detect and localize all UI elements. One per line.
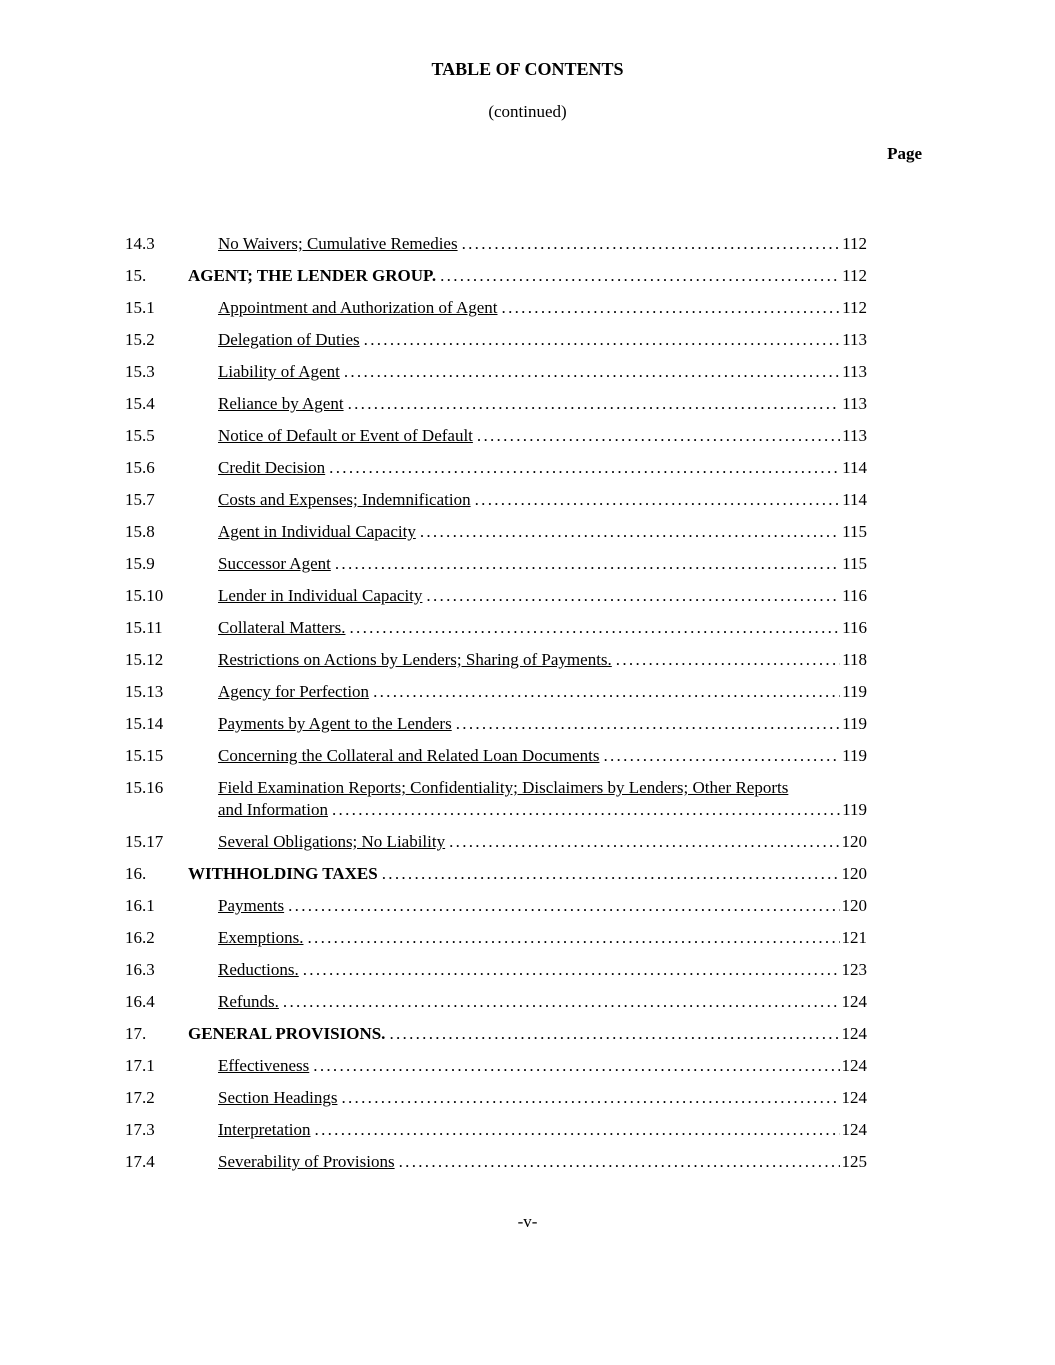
toc-entry-row: [125, 1151, 867, 1173]
toc-entry-title: Agent in Individual Capacity: [218, 522, 416, 541]
toc-entry-page: 112: [842, 298, 867, 317]
toc-dot-leader: [382, 863, 840, 885]
toc-entry-row: [125, 425, 867, 447]
toc-entry-title: Section Headings: [218, 1088, 338, 1107]
toc-entry-row: [125, 329, 867, 351]
toc-dot-leader: [502, 297, 841, 319]
toc-entry-title: Interpretation: [218, 1120, 311, 1139]
toc-entry-title: Reductions.: [218, 960, 299, 979]
toc-entry-row: [125, 361, 867, 383]
toc-entry-row: [125, 863, 867, 885]
toc-entry-number: 15.17: [125, 832, 164, 851]
toc-entry-row: [125, 265, 867, 287]
toc-entry-title: Reliance by Agent: [218, 394, 344, 413]
toc-entry-title: Notice of Default or Event of Default: [218, 426, 473, 445]
toc-entry-row: [125, 777, 867, 799]
toc-entry-page: 119: [842, 800, 867, 819]
toc-entry-title: No Waivers; Cumulative Remedies: [218, 234, 458, 253]
toc-dot-leader: [462, 233, 841, 255]
toc-entry-title: Agency for Perfection: [218, 682, 370, 701]
toc-list: [125, 233, 867, 1173]
toc-entry-page: 124: [841, 1056, 867, 1075]
toc-dot-leader: [373, 681, 840, 703]
toc-entry-title: Collateral Matters.: [218, 618, 346, 637]
toc-entry-number: 14.3: [125, 234, 155, 253]
toc-dot-leader: [475, 489, 841, 511]
toc-entry-number: 15.: [125, 266, 147, 285]
toc-entry-number: 16.3: [125, 960, 155, 979]
toc-entry-page: 113: [842, 426, 867, 445]
toc-dot-leader: [389, 1023, 839, 1045]
toc-entry-row: [125, 681, 867, 703]
toc-entry-page: 120: [841, 832, 867, 851]
toc-heading: TABLE OF CONTENTS: [431, 59, 624, 79]
toc-entry-row: [125, 927, 867, 949]
toc-entry-row: [125, 745, 867, 767]
toc-dot-leader: [456, 713, 840, 735]
toc-entry-title: Successor Agent: [218, 554, 331, 573]
toc-entry-title: Appointment and Authorization of Agent: [218, 298, 498, 317]
toc-entry-page: 116: [842, 586, 867, 605]
toc-dot-leader: [335, 553, 840, 575]
toc-entry-page: 124: [841, 1024, 867, 1043]
toc-entry-row: [125, 617, 867, 639]
toc-entry-number: 17.2: [125, 1088, 155, 1107]
toc-entry-row: [125, 649, 867, 671]
toc-entry-number: 16.2: [125, 928, 155, 947]
toc-entry-title: Refunds.: [218, 992, 279, 1011]
toc-entry-title-continued: and Information: [218, 800, 328, 819]
toc-entry-page: 113: [842, 362, 867, 381]
toc-entry-number: 17.1: [125, 1056, 155, 1075]
toc-entry-number: 17.3: [125, 1120, 155, 1139]
toc-entry-row: [125, 585, 867, 607]
toc-dot-leader: [449, 831, 839, 853]
toc-entry-title: GENERAL PROVISIONS.: [188, 1024, 386, 1043]
toc-entry-page: 115: [842, 554, 867, 573]
toc-entry-number: 15.2: [125, 330, 155, 349]
toc-entry-row: [125, 233, 867, 255]
toc-entry-page: 112: [842, 266, 867, 285]
toc-entry-page: 121: [841, 928, 867, 947]
toc-entry-number: 17.4: [125, 1152, 155, 1171]
toc-dot-leader: [426, 585, 840, 607]
toc-dot-leader: [329, 457, 840, 479]
toc-entry-number: 15.10: [125, 586, 164, 605]
toc-dot-leader: [307, 927, 839, 949]
toc-entry-row: [125, 713, 867, 735]
toc-entry-row: [125, 895, 867, 917]
toc-dot-leader: [315, 1119, 840, 1141]
page-number-footer: -v-: [517, 1212, 538, 1231]
toc-entry-row: [125, 457, 867, 479]
toc-dot-leader: [420, 521, 840, 543]
toc-entry-number: 15.13: [125, 682, 164, 701]
toc-entry-page: 119: [842, 714, 867, 733]
toc-entry-title: Payments by Agent to the Lenders: [218, 714, 452, 733]
toc-entry-row-continuation: [125, 799, 867, 821]
toc-entry-number: 16.1: [125, 896, 155, 915]
toc-entry-row: [125, 393, 867, 415]
toc-entry-number: 15.7: [125, 490, 155, 509]
toc-dot-leader: [440, 265, 840, 287]
toc-entry-row: [125, 831, 867, 853]
toc-dot-leader: [344, 361, 840, 383]
toc-entry-number: 17.: [125, 1024, 147, 1043]
toc-entry-number: 15.1: [125, 298, 155, 317]
toc-entry-page: 119: [842, 746, 867, 765]
toc-entry-number: 15.5: [125, 426, 155, 445]
toc-entry-title: Concerning the Collateral and Related Loan Documents: [218, 746, 600, 765]
toc-entry-row: [125, 521, 867, 543]
toc-dot-leader: [603, 745, 840, 767]
toc-dot-leader: [332, 799, 840, 821]
toc-entry-number: 15.16: [125, 778, 164, 797]
toc-entry-row: [125, 489, 867, 511]
toc-entry-page: 123: [841, 960, 867, 979]
toc-entry-title: Liability of Agent: [218, 362, 340, 381]
toc-entry-number: 15.4: [125, 394, 155, 413]
toc-entry-page: 124: [841, 992, 867, 1011]
toc-entry-page: 112: [842, 234, 867, 253]
toc-entry-number: 15.8: [125, 522, 155, 541]
toc-entry-title: Credit Decision: [218, 458, 326, 477]
toc-entry-row: [125, 1023, 867, 1045]
toc-entry-page: 125: [841, 1152, 867, 1171]
toc-entry-title: Exemptions.: [218, 928, 304, 947]
toc-dot-leader: [364, 329, 840, 351]
toc-entry-title: Restrictions on Actions by Lenders; Sharing of Payments.: [218, 650, 612, 669]
toc-entry-number: 15.9: [125, 554, 155, 573]
toc-entry-title: Lender in Individual Capacity: [218, 586, 423, 605]
toc-entry-title: WITHHOLDING TAXES: [188, 864, 378, 883]
toc-entry-row: [125, 297, 867, 319]
toc-entry-page: 116: [842, 618, 867, 637]
toc-dot-leader: [313, 1055, 839, 1077]
toc-dot-leader: [283, 991, 840, 1013]
toc-dot-leader: [349, 617, 840, 639]
toc-entry-number: 15.11: [125, 618, 163, 637]
toc-dot-leader: [341, 1087, 839, 1109]
toc-dot-leader: [303, 959, 840, 981]
toc-entry-number: 15.15: [125, 746, 164, 765]
toc-entry-page: 124: [841, 1120, 867, 1139]
toc-entry-number: 15.14: [125, 714, 164, 733]
toc-entry-page: 113: [842, 330, 867, 349]
toc-entry-number: 16.4: [125, 992, 155, 1011]
toc-entry-page: 124: [841, 1088, 867, 1107]
toc-entry-page: 113: [842, 394, 867, 413]
toc-entry-number: 15.3: [125, 362, 155, 381]
toc-entry-row: [125, 553, 867, 575]
toc-dot-leader: [477, 425, 840, 447]
toc-entry-row: [125, 991, 867, 1013]
page-column-header: Page: [887, 144, 922, 163]
toc-entry-row: [125, 1055, 867, 1077]
toc-dot-leader: [348, 393, 841, 415]
toc-entry-title: Payments: [218, 896, 285, 915]
toc-entry-number: 15.12: [125, 650, 164, 669]
toc-dot-leader: [616, 649, 840, 671]
toc-continued-label: (continued): [488, 102, 567, 121]
toc-entry-title: Severability of Provisions: [218, 1152, 395, 1171]
toc-entry-page: 118: [842, 650, 867, 669]
toc-entry-number: 16.: [125, 864, 147, 883]
toc-entry-title: Several Obligations; No Liability: [218, 832, 446, 851]
toc-entry-row: [125, 1119, 867, 1141]
toc-entry-row: [125, 1087, 867, 1109]
toc-entry-title: Effectiveness: [218, 1056, 310, 1075]
toc-entry-page: 119: [842, 682, 867, 701]
toc-entry-title: Delegation of Duties: [218, 330, 360, 349]
toc-dot-leader: [399, 1151, 840, 1173]
toc-entry-page: 120: [841, 896, 867, 915]
toc-entry-row: [125, 959, 867, 981]
toc-entry-title: Costs and Expenses; Indemnification: [218, 490, 471, 509]
toc-entry-page: 115: [842, 522, 867, 541]
toc-entry-page: 120: [841, 864, 867, 883]
toc-entry-page: 114: [842, 458, 867, 477]
toc-dot-leader: [288, 895, 839, 917]
toc-entry-page: 114: [842, 490, 867, 509]
toc-entry-number: 15.6: [125, 458, 155, 477]
toc-entry-title: Field Examination Reports; Confidentiality; Disclaimers by Lenders; Other Reports: [218, 778, 789, 797]
toc-entry-title: AGENT; THE LENDER GROUP.: [188, 266, 437, 285]
